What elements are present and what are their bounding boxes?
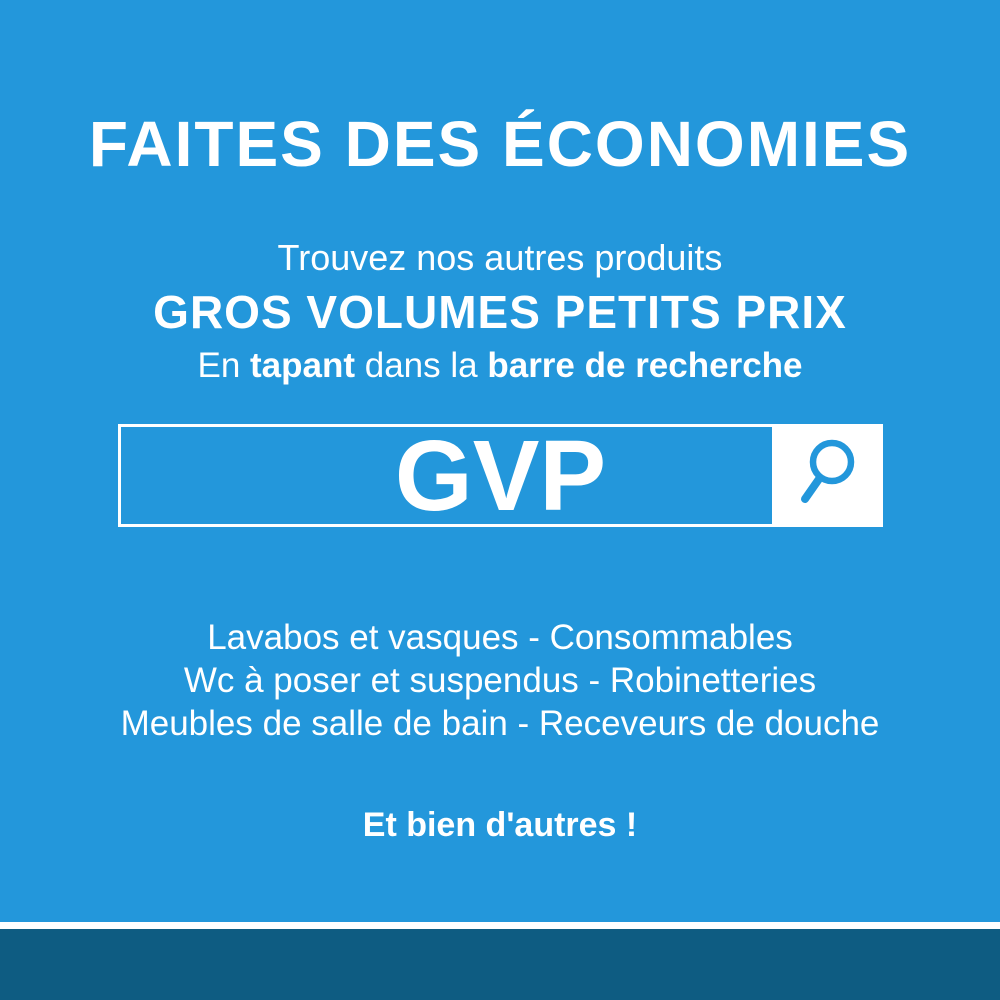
category-line-2: Wc à poser et suspendus - Robinetteries: [183, 661, 817, 700]
category-list: [0, 616, 1000, 745]
category-line-3: Meubles de salle de bain - Receveurs de douche: [120, 704, 880, 743]
intro-line-3: [0, 348, 1000, 383]
footer-band: [0, 929, 1000, 1000]
search-query-text: GVP: [394, 419, 607, 532]
divider-strip: [0, 922, 1000, 929]
search-bar: [118, 419, 883, 532]
search-input[interactable]: [121, 419, 880, 532]
category-line-1: Lavabos et vasques - Consommables: [207, 618, 793, 657]
intro-line-3-bold2: barre de recherche: [487, 346, 803, 385]
magnifier-icon: [795, 439, 857, 512]
intro-line-3-part1: En: [197, 346, 251, 385]
outro-text: Et bien d'autres !: [362, 806, 638, 844]
page-title: FAITES DES ÉCONOMIES: [88, 108, 912, 180]
intro-line-3-part2: dans la: [355, 346, 488, 385]
intro-line-2: GROS VOLUMES PETITS PRIX: [153, 286, 847, 338]
search-button[interactable]: [772, 427, 880, 524]
intro-line-3-bold1: tapant: [250, 346, 356, 385]
intro-line-1: Trouvez nos autres produits: [277, 237, 723, 278]
